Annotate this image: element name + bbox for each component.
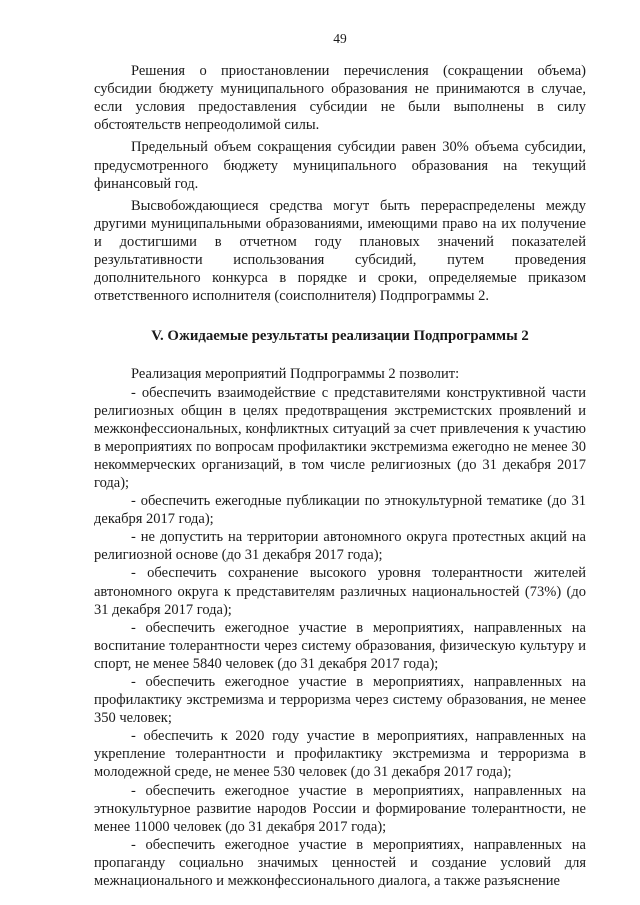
list-item: - обеспечить сохранение высокого уровня толерантности жителей автономного округа к представителям различных национальностей (73%) (до 31 декабря 2017 года); — [94, 565, 586, 618]
list-item: - обеспечить взаимодействие с представителями конструктивной части религиозных общин в целях предотвращения экстремистских проявлений и межконфессиональных, конфликтных ситуаций за счет привлечения к участию в мероприятиях по вопросам профилактики экстремизма ежегодно не менее 30 некоммерческих организаций, в том числе религиозных (до 31 декабря 2017 года); — [94, 384, 586, 491]
list-item: - обеспечить ежегодное участие в мероприятиях, направленных на пропаганду социально значимых ценностей и создание условий для межнационального и межконфессионального диалога, а также разъяснение — [94, 836, 586, 890]
list-item: - обеспечить к 2020 году участие в мероприятиях, направленных на укрепление толерантности и профилактику экстремизма и терроризма в молодежной среде, не менее 530 человек (до 31 декабря 2017 года); — [94, 728, 586, 781]
list-item: - обеспечить ежегодное участие в мероприятиях, направленных на воспитание толерантности через систему образования, физическую культуру и спорт, не менее 5840 человек (до 31 декабря 2017 года); — [94, 619, 586, 672]
list-item: - обеспечить ежегодные публикации по этнокультурной тематике (до 31 декабря 2017 года); — [94, 493, 586, 528]
page-number: 49 — [333, 31, 347, 46]
list-item: - обеспечить ежегодное участие в мероприятиях, направленных на профилактику экстремизма и терроризма через систему образования, не менее 350 человек; — [94, 674, 586, 727]
document-page — [94, 30, 586, 890]
paragraph-redistribution: Высвобождающиеся средства могут быть перераспределены между другими муниципальными образованиями, имеющими право на их получение и достигшими в отчетном году плановых значений показателей результативности использования субсидий, путем проведения дополнительного конкурса в порядке и сроки, определяемые приказом ответственного исполнителя (соисполнителя) Подпрограммы 2. — [94, 197, 586, 305]
paragraph-reduction-limit: Предельный объем сокращения субсидии равен 30% объема субсидии, предусмотренного бюджету муниципального образования на текущий финансовый год. — [94, 139, 586, 192]
results-list — [94, 384, 586, 891]
list-item: - не допустить на территории автономного округа протестных акций на религиозной основе (до 31 декабря 2017 года); — [94, 529, 586, 564]
section-heading: V. Ожидаемые результаты реализации Подпрограммы 2 — [151, 328, 529, 345]
paragraph-suspension-decisions: Решения о приостановлении перечисления (сокращении объема) субсидии бюджету муниципального образования не принимаются в случае, если условия предоставления субсидии не были выполнены в силу обстоятельств непреодолимой силы. — [94, 63, 586, 134]
results-intro: Реализация мероприятий Подпрограммы 2 позволит: — [131, 366, 460, 383]
list-item: - обеспечить ежегодное участие в мероприятиях, направленных на этнокультурное развитие народов России и формирование толерантности, не менее 11000 человек (до 31 декабря 2017 года); — [94, 782, 586, 835]
